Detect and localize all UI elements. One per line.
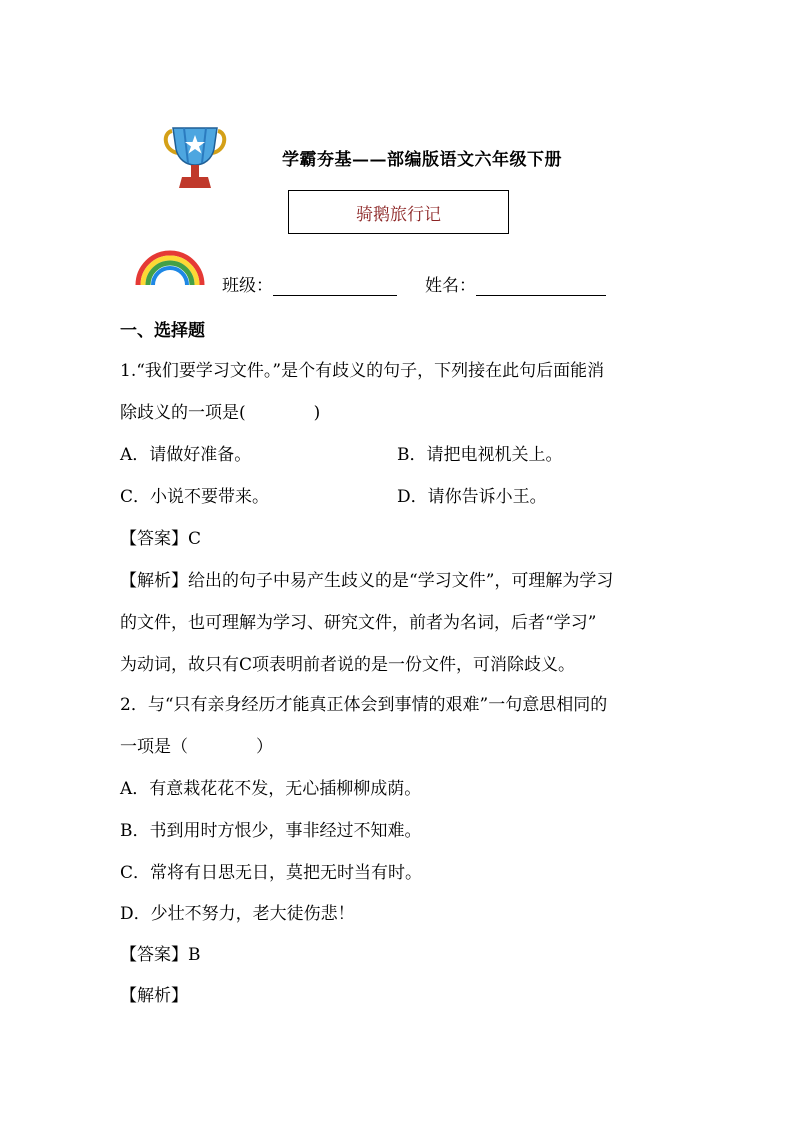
q2-analysis: 【解析】 <box>120 986 188 1006</box>
q2-stem-line1: 2．与“只有亲身经历才能真正体会到事情的艰难”一句意思相同的 <box>120 695 608 715</box>
q1-stem-line1: 1.“我们要学习文件。”是个有歧义的句子，下列接在此句后面能消 <box>120 361 605 381</box>
q1-option-b: B．请把电视机关上。 <box>397 445 563 465</box>
rainbow-icon <box>134 247 206 287</box>
lesson-title-box <box>288 190 509 234</box>
student-info-row <box>222 271 606 296</box>
q1-option-d: D．请你告诉小王。 <box>397 487 547 507</box>
class-blank[interactable] <box>273 275 397 296</box>
document-title: 学霸夯基——部编版语文六年级下册 <box>282 150 562 170</box>
name-blank[interactable] <box>476 275 606 296</box>
name-label: 姓名： <box>425 276 476 296</box>
section-heading: 一、选择题 <box>120 321 205 341</box>
q2-option-b: B．书到用时方恨少，事非经过不知难。 <box>120 821 422 841</box>
q2-option-c: C．常将有日思无日，莫把无时当有时。 <box>120 863 423 883</box>
q2-option-a: A．有意栽花花不发，无心插柳柳成荫。 <box>120 779 422 799</box>
q1-option-c: C．小说不要带来。 <box>120 487 270 507</box>
q1-answer: 【答案】C <box>120 529 202 549</box>
q2-option-d: D．少壮不努力，老大徒伤悲！ <box>120 904 355 924</box>
q1-option-a: A．请做好准备。 <box>120 445 252 465</box>
class-label: 班级： <box>222 276 273 296</box>
q1-analysis-line3: 为动词，故只有C项表明前者说的是一份文件，可消除歧义。 <box>120 655 576 675</box>
trophy-icon <box>162 125 228 191</box>
q2-stem-line2: 一项是（ ） <box>120 737 273 757</box>
lesson-title: 骑鹅旅行记 <box>356 204 441 225</box>
q1-analysis-line2: 的文件，也可理解为学习、研究文件，前者为名词，后者“学习” <box>120 613 597 633</box>
q2-answer: 【答案】B <box>120 945 201 965</box>
q1-analysis-line1: 【解析】给出的句子中易产生歧义的是“学习文件”，可理解为学习 <box>120 571 614 591</box>
q1-stem-line2: 除歧义的一项是( ) <box>120 403 321 423</box>
